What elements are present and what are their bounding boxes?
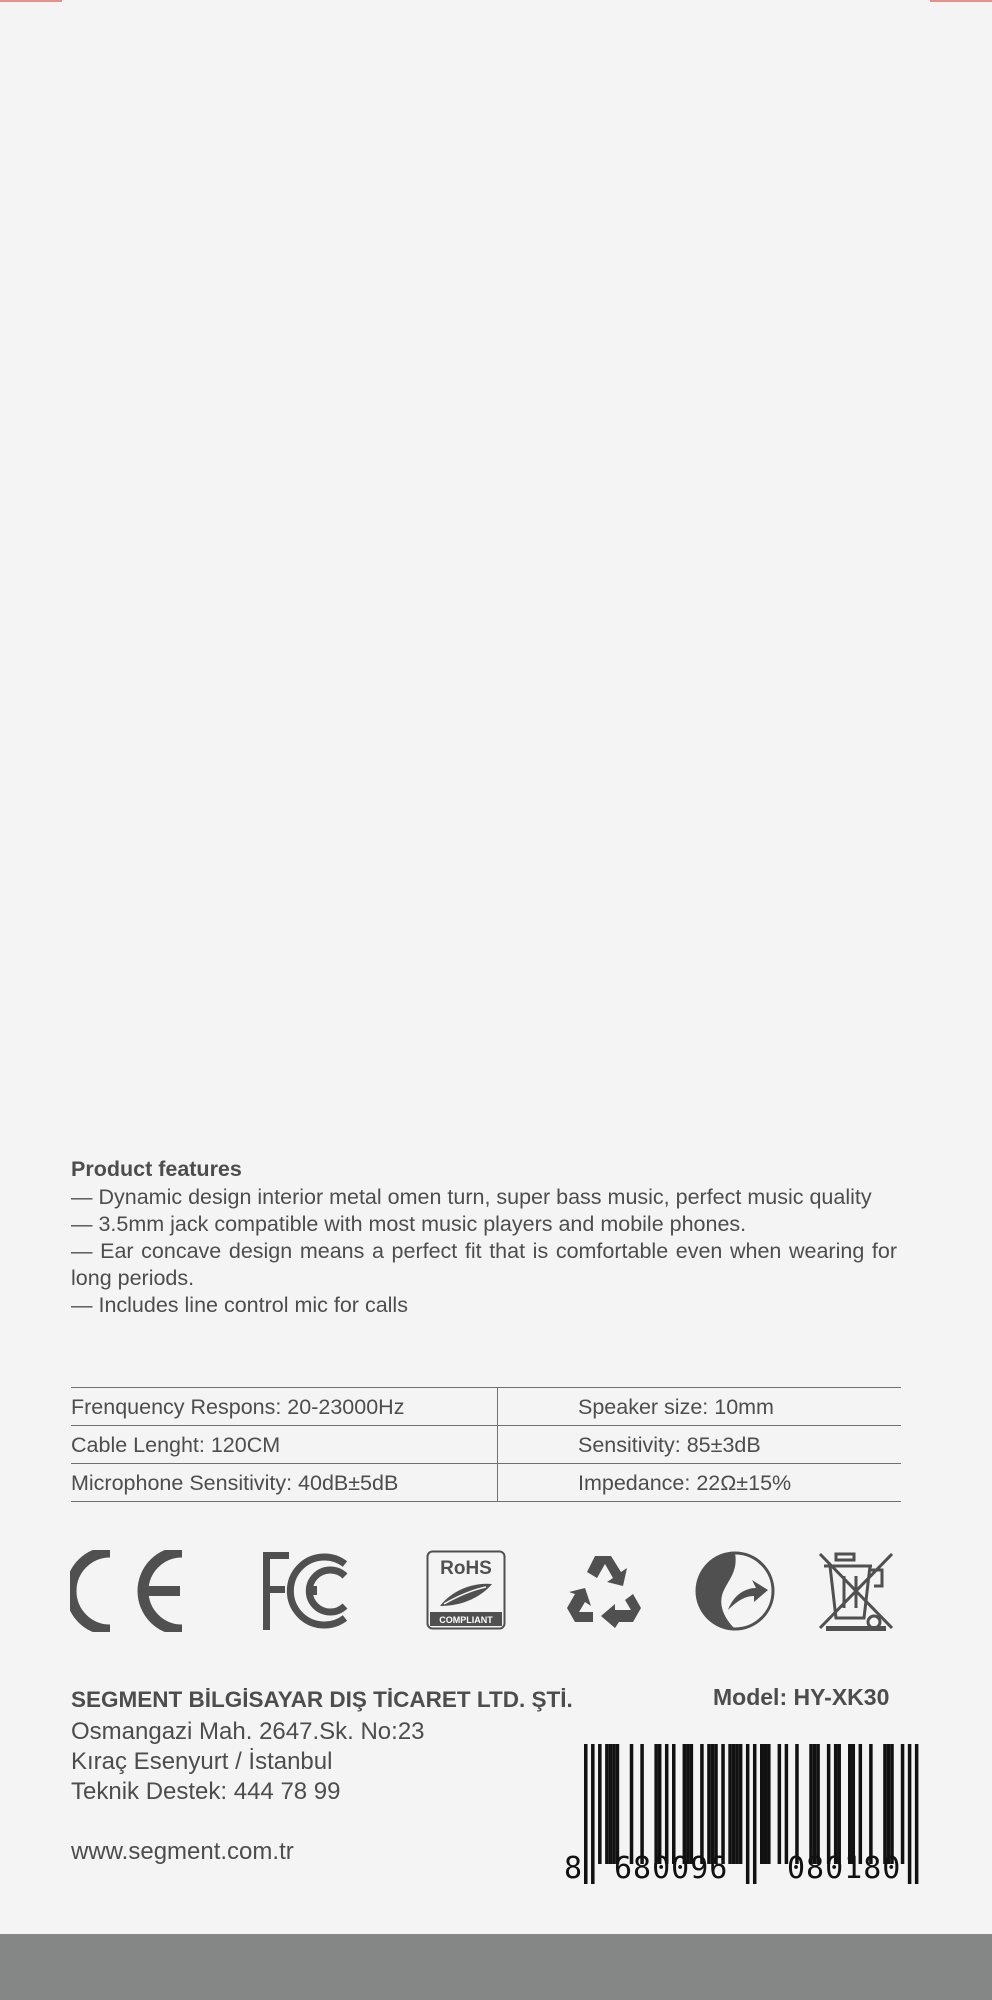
barcode-bar: [852, 1744, 856, 1864]
barcode-left-group: 680096: [614, 1851, 729, 1886]
feature-item: — Dynamic design interior metal omen turn, super bass music, perfect music quality: [71, 1185, 872, 1209]
spec-table: [71, 1387, 901, 1502]
fcc-mark-icon: [261, 1550, 359, 1632]
barcode-bar: [908, 1744, 912, 1884]
recycle-icon: [563, 1550, 645, 1630]
barcode-bar: [816, 1744, 820, 1864]
barcode-bar: [834, 1744, 838, 1864]
crop-mark-left: [0, 0, 62, 2]
barcode-bar: [665, 1744, 669, 1864]
spec-mic-sensitivity: Microphone Sensitivity: 40dB±5dB: [71, 1464, 498, 1501]
crop-mark-right: [930, 0, 992, 2]
weee-bin-icon: [816, 1550, 896, 1632]
spec-cable-length: Cable Lenght: 120CM: [71, 1426, 498, 1463]
barcode-bar: [711, 1744, 715, 1864]
barcode-bar: [584, 1744, 588, 1884]
barcode-bar: [707, 1744, 711, 1864]
barcode-bar: [813, 1744, 817, 1864]
barcode-bar: [785, 1744, 789, 1864]
spec-sensitivity: Sensitivity: 85±3dB: [578, 1433, 761, 1457]
barcode-bar: [795, 1744, 799, 1864]
barcode-bar: [640, 1744, 644, 1864]
spec-impedance: Impedance: 22Ω±15%: [578, 1471, 792, 1495]
barcode-bar: [598, 1744, 602, 1864]
spec-row: [71, 1388, 901, 1426]
spec-speaker-size: Speaker size: 10mm: [578, 1395, 774, 1419]
barcode-bar: [732, 1744, 736, 1864]
barcode-right-group: 080180: [787, 1851, 902, 1886]
footer-bar: [0, 1934, 992, 2000]
feature-item: — Includes line control mic for calls: [71, 1293, 408, 1317]
barcode-bar: [721, 1744, 725, 1864]
barcode-bar: [690, 1744, 694, 1864]
green-dot-icon: [694, 1550, 776, 1632]
address-line-2: Kıraç Esenyurt / İstanbul: [71, 1748, 333, 1775]
barcode-bar: [778, 1744, 782, 1864]
rohs-subtitle: COMPLIANT: [439, 1615, 493, 1625]
barcode-bar: [735, 1744, 739, 1864]
barcode-bar: [887, 1744, 891, 1864]
barcode-bar: [746, 1744, 750, 1884]
feature-item: — 3.5mm jack compatible with most music players and mobile phones.: [71, 1212, 747, 1236]
barcode-bar: [809, 1744, 813, 1864]
barcode-bar: [612, 1744, 616, 1864]
address-line-1: Osmangazi Mah. 2647.Sk. No:23: [71, 1718, 425, 1745]
barcode-bar: [848, 1744, 852, 1864]
barcode: [564, 1744, 934, 1890]
barcode-bar: [915, 1744, 919, 1884]
barcode-bar: [883, 1744, 887, 1864]
feature-item: — Ear concave design means a perfect fit that is comfortable even when wearing for long periods.: [71, 1239, 897, 1290]
spec-row: [71, 1464, 901, 1502]
barcode-bar: [616, 1744, 620, 1864]
barcode-first-digit: 8: [564, 1851, 583, 1886]
barcode-bar: [764, 1744, 768, 1864]
barcode-bar: [760, 1744, 764, 1864]
rohs-title: RoHS: [440, 1558, 492, 1579]
features-title: Product features: [71, 1157, 242, 1181]
barcode-bar: [767, 1744, 771, 1864]
barcode-bar: [753, 1744, 757, 1884]
barcode-bar: [901, 1744, 905, 1864]
barcode-bar: [728, 1744, 732, 1864]
barcode-bar: [869, 1744, 873, 1864]
spec-frequency: Frenquency Respons: 20-23000Hz: [71, 1388, 498, 1425]
barcode-bar: [700, 1744, 704, 1864]
spec-row: [71, 1426, 901, 1464]
barcode-bar: [714, 1744, 718, 1864]
company-name: SEGMENT BİLGİSAYAR DIŞ TİCARET LTD. ŞTİ.: [71, 1687, 573, 1712]
barcode-bar: [672, 1744, 676, 1864]
rohs-compliant-badge: [426, 1550, 506, 1630]
website-link[interactable]: www.segment.com.tr: [71, 1838, 294, 1865]
product-features: [71, 1156, 897, 1319]
barcode-bar: [605, 1744, 609, 1864]
barcode-bar: [827, 1744, 831, 1864]
support-phone: Teknik Destek: 444 78 99: [71, 1778, 341, 1805]
barcode-bar: [683, 1744, 687, 1864]
barcode-bar: [591, 1744, 595, 1884]
barcode-bar: [658, 1744, 662, 1864]
barcode-bar: [859, 1744, 863, 1864]
barcode-bar: [837, 1744, 841, 1864]
ce-mark-icon: [70, 1550, 184, 1632]
barcode-bar: [609, 1744, 613, 1864]
barcode-bar: [630, 1744, 634, 1864]
barcode-bar: [739, 1744, 743, 1864]
barcode-bar: [686, 1744, 690, 1864]
model-number: Model: HY-XK30: [713, 1684, 890, 1710]
barcode-bar: [890, 1744, 894, 1864]
barcode-bar: [654, 1744, 658, 1864]
